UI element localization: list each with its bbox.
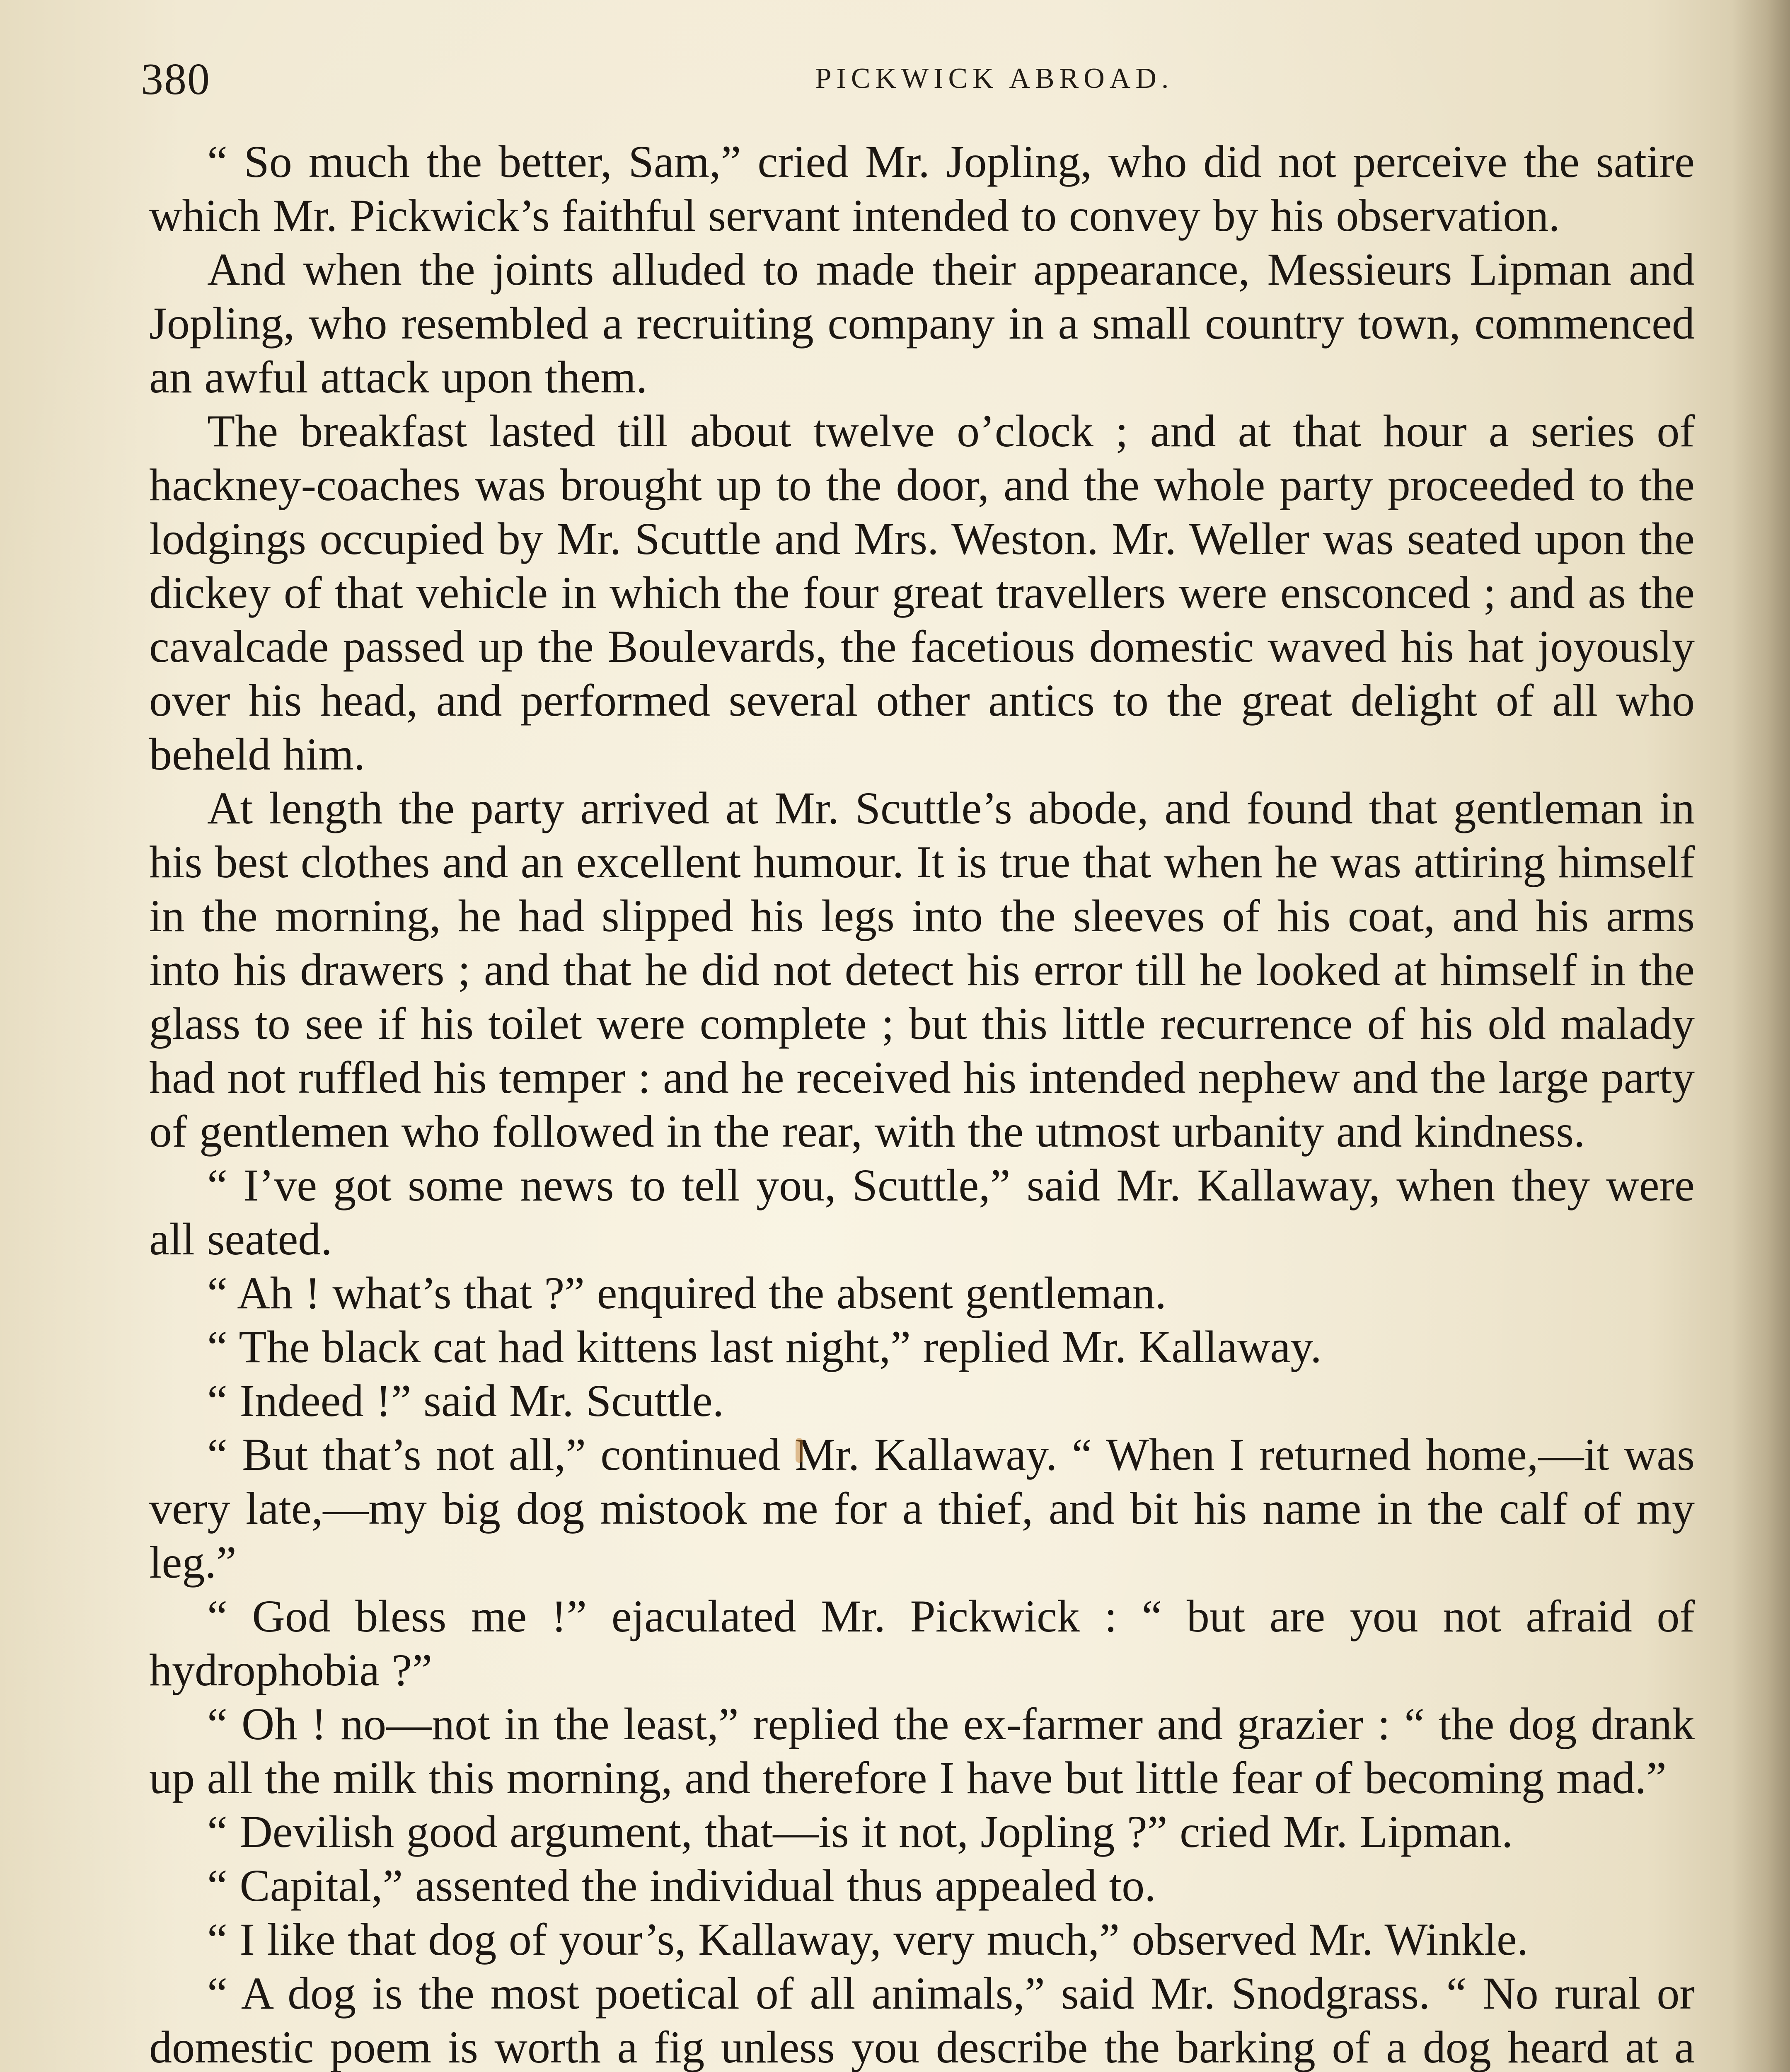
paragraph: “ The black cat had kittens last night,” replied Mr. Kallaway. <box>207 1322 1322 1372</box>
paragraph: And when the joints alluded to made their appearance, Messieurs Lipman and Jopling, who resembled a recruiting company in a small country town, commenced an awful attack upon them. <box>149 244 1695 402</box>
paragraph: “ A dog is the most poetical of all animals,” said Mr. Snodgrass. “ No rural or domestic poem is worth a fig unless you describe the barking of a dog heard at a <box>149 1968 1695 2072</box>
body-text <box>149 135 1695 2072</box>
paragraph: “ Devilish good argument, that—is it not, Jopling ?” cried Mr. Lipman. <box>207 1806 1513 1857</box>
ink-smudge <box>796 1438 803 1463</box>
paragraph: “ I like that dog of your’s, Kallaway, very much,” observed Mr. Winkle. <box>207 1914 1529 1965</box>
paragraph: “ I’ve got some news to tell you, Scuttle,” said Mr. Kallaway, when they were all seated. <box>149 1160 1695 1264</box>
paragraph: The breakfast lasted till about twelve o’clock ; and at that hour a series of hackney-coaches was brought up to the door, and the whole party proceeded to the lodgings occupied by Mr. Scuttle and Mrs. Weston. Mr. Weller was seated upon the dickey of that vehicle in which the four great travellers were ensconced ; and as the cavalcade passed up the Boulevards, the facetious domestic waved his hat joyously over his head, and performed several other antics to the great delight of all who beheld him. <box>149 406 1695 779</box>
paragraph: “ So much the better, Sam,” cried Mr. Jopling, who did not perceive the satire which Mr. Pickwick’s faithful servant intended to convey by his observation. <box>149 136 1695 241</box>
paragraph: “ Indeed !” said Mr. Scuttle. <box>207 1375 724 1426</box>
paragraph: “ Capital,” assented the individual thus appealed to. <box>207 1860 1156 1911</box>
running-head: PICKWICK ABROAD. <box>815 63 1174 94</box>
paragraph: “ God bless me !” ejaculated Mr. Pickwick : “ but are you not afraid of hydrophobia ?” <box>149 1591 1695 1695</box>
page-number: 380 <box>141 55 210 104</box>
paragraph: “ Oh ! no—not in the least,” replied the ex-farmer and grazier : “ the dog drank up all the milk this morning, and therefore I have but little fear of becoming mad.” <box>149 1699 1695 1803</box>
page-edge-shadow <box>1732 0 1790 2072</box>
paragraph: “ But that’s not all,” continued Mr. Kallaway. “ When I returned home,—it was very late,—my big dog mistook me for a thief, and bit his name in the calf of my leg.” <box>149 1429 1695 1588</box>
page-header <box>141 50 1699 124</box>
paragraph: “ Ah ! what’s that ?” enquired the absent gentleman. <box>207 1268 1167 1318</box>
paragraph: At length the party arrived at Mr. Scuttle’s abode, and found that gentleman in his best clothes and an excellent humour. It is true that when he was attiring himself in the morning, he had slipped his legs into the sleeves of his coat, and his arms into his drawers ; and that he did not detect his error till he looked at himself in the glass to see if his toilet were complete ; but this little recurrence of his old malady had not ruffled his temper : and he received his intended nephew and the large party of gentlemen who followed in the rear, with the utmost urbanity and kindness. <box>149 783 1695 1157</box>
